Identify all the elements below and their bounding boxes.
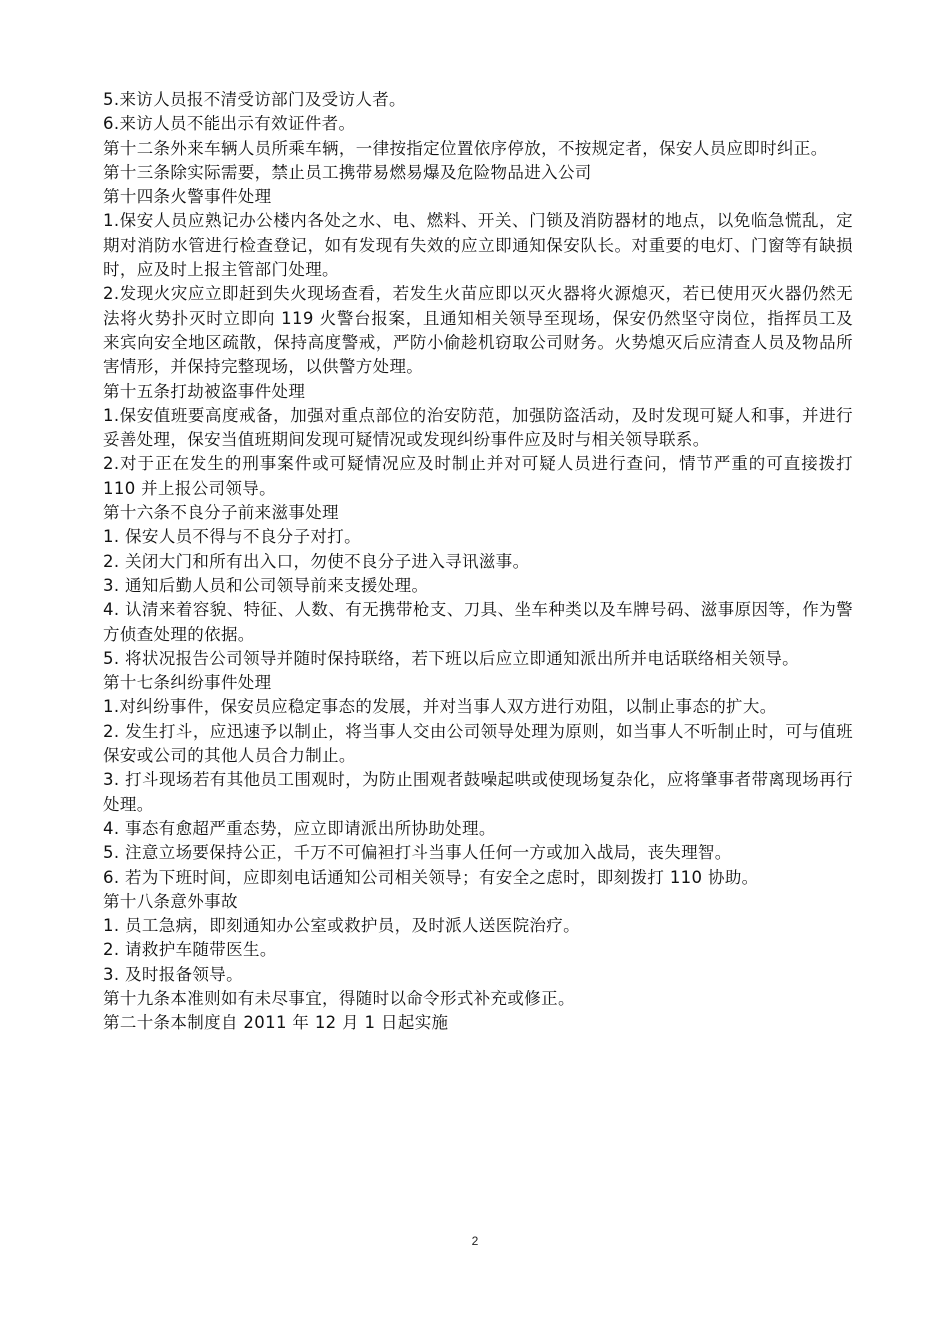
paragraph: 第十二条外来车辆人员所乘车辆，一律按指定位置依序停放，不按规定者，保安人员应即时纠正。 [103,138,828,158]
paragraph: 1. 员工急病，即刻通知办公室或救护员，及时派人送医院治疗。 [103,916,580,936]
paragraph: 1.对纠纷事件，保安员应稳定事态的发展，并对当事人双方进行劝阻，以制止事态的扩大。 [103,697,777,717]
paragraph: 5. 注意立场要保持公正，千万不可偏袒打斗当事人任何一方或加入战局，丧失理智。 [103,843,732,863]
page-number: 2 [471,1234,479,1248]
paragraph: 4. 认清来着容貌、特征、人数、有无携带枪支、刀具、坐车种类以及车牌号码、滋事原因等，作为警方侦查处理的依据。 [103,600,853,644]
section-heading: 第十四条火警事件处理 [103,187,272,207]
paragraph: 6. 若为下班时间，应即刻电话通知公司相关领导；有安全之虑时，即刻拨打 110 协助。 [103,867,759,887]
section-heading: 第十六条不良分子前来滋事处理 [103,503,339,523]
paragraph: 第二十条本制度自 2011 年 12 月 1 日起实施 [103,1013,449,1033]
section-heading: 第十八条意外事故 [103,891,238,911]
paragraph: 3. 及时报备领导。 [103,964,243,984]
paragraph: 第十九条本准则如有未尽事宜，得随时以命令形式补充或修正。 [103,988,575,1008]
paragraph: 1.保安人员应熟记办公楼内各处之水、电、燃料、开关、门锁及消防器材的地点，以免临急慌乱，定期对消防水管进行检查登记，如有发现有失效的应立即通知保安队长。对重要的电灯、门窗等有缺损时，应及时上报主管部门处理。 [103,211,853,280]
paragraph: 3. 通知后勤人员和公司领导前来支援处理。 [103,575,429,595]
paragraph: 3. 打斗现场若有其他员工围观时，为防止围观者鼓噪起哄或使现场复杂化，应将肇事者带离现场再行处理。 [103,770,853,814]
paragraph: 1. 保安人员不得与不良分子对打。 [103,527,361,547]
paragraph: 2. 关闭大门和所有出入口，勿使不良分子进入寻讯滋事。 [103,551,530,571]
paragraph: 第十三条除实际需要，禁止员工携带易燃易爆及危险物品进入公司 [103,162,592,182]
paragraph: 4. 事态有愈超严重态势，应立即请派出所协助处理。 [103,818,496,838]
document-body [103,88,853,1036]
paragraph: 1.保安值班要高度戒备，加强对重点部位的治安防范，加强防盗活动，及时发现可疑人和事，并进行妥善处理，保安当值班期间发现可疑情况或发现纠纷事件应及时与相关领导联系。 [103,405,853,450]
paragraph: 2. 发生打斗，应迅速予以制止，将当事人交由公司领导处理为原则，如当事人不听制止时，可与值班保安或公司的其他人员合力制止。 [103,721,853,766]
paragraph: 2.发现火灾应立即赶到失火现场查看，若发生火苗应即以灭火器将火源熄灭，若已使用灭火器仍然无法将火势扑灭时立即向 119 火警台报案，且通知相关领导至现场，保安仍然坚守岗位，指挥员工及来宾向安全地区疏散，保持高度警戒，严防小偷趁机窃取公司财务。火势熄灭后应清查人员及物品所害情形，并保持完整现场，以供警方处理。 [103,284,853,377]
paragraph: 6.来访人员不能出示有效证件者。 [103,114,356,134]
paragraph: 5. 将状况报告公司领导并随时保持联络，若下班以后应立即通知派出所并电话联络相关领导。 [103,648,800,668]
paragraph: 2.对于正在发生的刑事案件或可疑情况应及时制止并对可疑人员进行查问，情节严重的可直接拨打 110 并上报公司领导。 [103,454,853,498]
paragraph: 5.来访人员报不清受访部门及受访人者。 [103,90,406,109]
section-heading: 第十七条纠纷事件处理 [103,673,272,693]
paragraph: 2. 请救护车随带医生。 [103,940,277,960]
section-heading: 第十五条打劫被盗事件处理 [103,381,306,401]
